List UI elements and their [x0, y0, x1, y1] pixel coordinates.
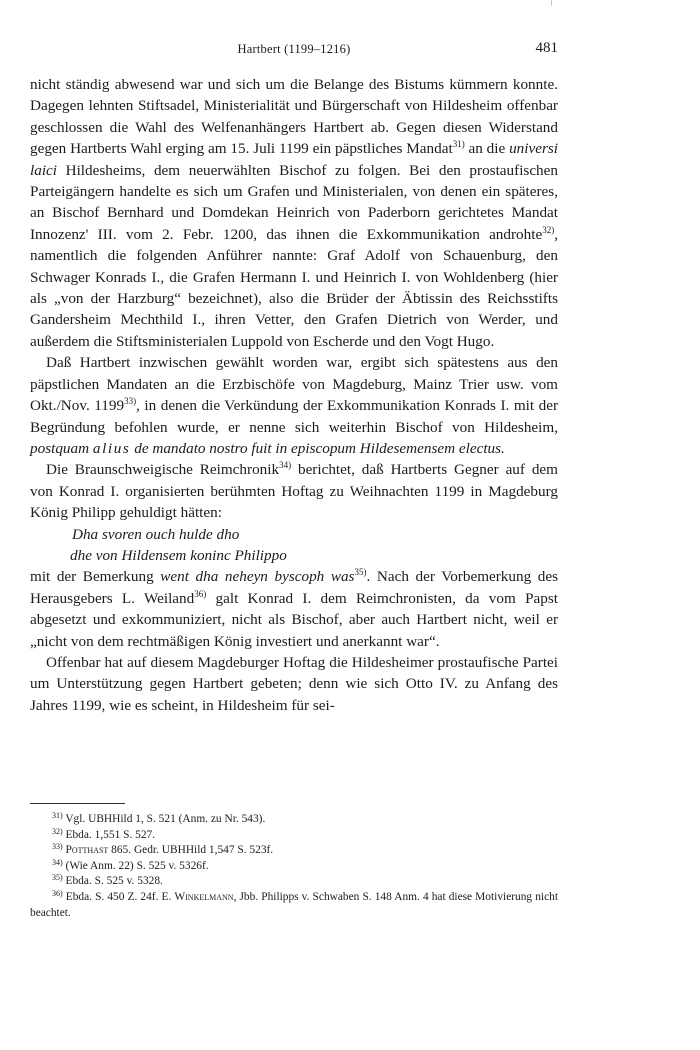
footnote-text: Ebda. S. 450 Z. 24f. E.	[65, 890, 175, 903]
footnote-smallcaps: Potthast	[65, 844, 109, 857]
footnote-ref-34: 34)	[279, 460, 292, 471]
verse-line-2: dhe von Hildensem koninc Philippo	[70, 546, 287, 564]
text-span: Die Braunschweigische Reimchronik	[46, 461, 280, 479]
footnote-mark: 34)	[52, 857, 63, 867]
footnote-32	[30, 828, 558, 844]
italic-phrase: went dha neheyn byscoph was	[160, 568, 355, 586]
footnote-mark: 36)	[52, 888, 63, 898]
footnote-text: 865. Gedr. UBHHild 1,547 S. 523f.	[108, 844, 274, 857]
footnote-34	[30, 859, 558, 875]
footnote-35	[30, 874, 558, 890]
italic-phrase: de mandato nostro fuit in episcopum Hildesemensem electus.	[134, 439, 505, 457]
text-span: Daß Hartbert inzwischen gewählt worden war, ergibt sich spätestens aus den päpstlichen Mandaten an die Erzbischöfe von Magdeburg, Mainz Trier usw. vom Okt./Nov. 1199	[30, 354, 558, 415]
text-span: mit der Bemerkung	[30, 568, 161, 586]
footnote-33	[30, 843, 558, 859]
text-span: nicht ständig abwesend war und sich um die Belange des Bistums kümmern konnte. Dagegen lehnten Stiftsadel, Ministerialität und Bürgerschaft von Hildesheim offenbar geschlossen die Wahl des Welfenanhängers Hartbert ab. Gegen diesen Widerstand gegen Hartberts Wahl erging am 15. Juli 1199 ein päpstliches Mandat	[30, 76, 558, 158]
text-span: an die	[464, 140, 510, 158]
crop-mark	[551, 0, 552, 6]
footnote-mark: 32)	[52, 826, 63, 836]
footnote-smallcaps: Winkelmann	[174, 890, 234, 903]
paragraph-1	[30, 74, 558, 352]
text-span: , namentlich die folgenden Anführer nannte: Graf Adolf von Schauenburg, den Schwager Konrads I., die Grafen Hermann I. und Heinrich I. von Wohldenberg (hier als „von der Harzburg“ bezeichnet), also die Brüder der Äbtissin des Reichsstifts Gandersheim Mechthild I., ihren Vetter, den Grafen Dietrich von Werder, und außerdem die Stiftsministerialen Luppold von Escherde und den Vogt Hugo.	[30, 225, 558, 350]
footnote-ref-33: 33)	[124, 396, 137, 407]
verse-line-1: Dha svoren ouch hulde dho	[72, 525, 240, 543]
footnote-mark: 35)	[52, 873, 63, 883]
italic-phrase: postquam	[30, 439, 90, 457]
footnote-31	[30, 812, 558, 828]
footnote-text: Vgl. UBHHild 1, S. 521 (Anm. zu Nr. 543).	[65, 813, 266, 825]
footnote-text: (Wie Anm. 22) S. 525 v. 5326f.	[65, 859, 209, 872]
paragraph-4	[30, 566, 558, 652]
footnote-ref-31: 31)	[452, 139, 465, 150]
footnote-text: Ebda. 1,551 S. 527.	[65, 828, 156, 841]
page-header	[30, 42, 558, 62]
footnote-mark: 33)	[52, 842, 63, 852]
text-span: galt Konrad I. dem Reimchronisten, da vom Papst abgesetzt und exkommuniziert, nicht als Bischof, aber auch Hartbert nicht, weil er „nicht von dem rechtmäßigen König investiert und anerkannt war“.	[30, 589, 558, 650]
footnote-text: Ebda. S. 525 v. 5328.	[65, 875, 163, 888]
text-span: . Nach der Vorbemerkung des Herausgebers L. Weiland	[30, 568, 559, 607]
text-span: Hildesheims, dem neuerwählten Bischof zu folgen. Bei den prostaufischen Parteigängern handelte es sich um Grafen und Ministerialen, von denen ein späteres, an Bischof Bernhard und Domdekan Heinrich von Paderborn gerichtetes Mandat Innozenz' III. vom 2. Febr. 1200, das ihnen die Exkommunikation androhte	[30, 161, 558, 243]
italic-phrase: universi laici	[30, 140, 558, 179]
footnote-ref-36: 36)	[194, 588, 207, 599]
paragraph-3	[30, 459, 558, 523]
footnote-text: , Jbb. Philipps v. Schwaben S. 148 Anm. 4 hat diese Motivierung nicht beachtet.	[30, 890, 558, 919]
text-span: berichtet, daß Hartberts Gegner auf dem von Konrad I. organisierten berühmten Hoftag zu Weihnachten 1199 in Magdeburg König Philipp gehuldigt hätten:	[30, 461, 558, 522]
spaced-word: alius	[92, 439, 131, 457]
paragraph-5: Offenbar hat auf diesem Magdeburger Hoftag die Hildesheimer prostaufische Partei um Unterstützung gegen Hartbert gebeten; denn wie sich Otto IV. zu Anfang des Jahres 1199, wie es scheint, in Hildesheim für sei-	[30, 653, 558, 714]
footnote-rule	[30, 803, 125, 804]
footnote-mark: 31)	[52, 811, 63, 820]
footnote-ref-32: 32)	[542, 224, 555, 235]
footnote-ref-35: 35)	[354, 567, 367, 578]
paragraph-2	[30, 352, 558, 459]
page-number: 481	[535, 40, 558, 56]
footnote-36	[30, 890, 558, 921]
main-text	[30, 74, 558, 716]
footnotes	[30, 812, 558, 921]
running-title: Hartbert (1199–1216)	[237, 42, 351, 56]
text-span: , in denen die Verkündung der Exkommunikation Konrads I. mit der Begründung befohlen wurde, er nenne sich weiterhin Bischof von Hildesheim,	[30, 397, 559, 436]
